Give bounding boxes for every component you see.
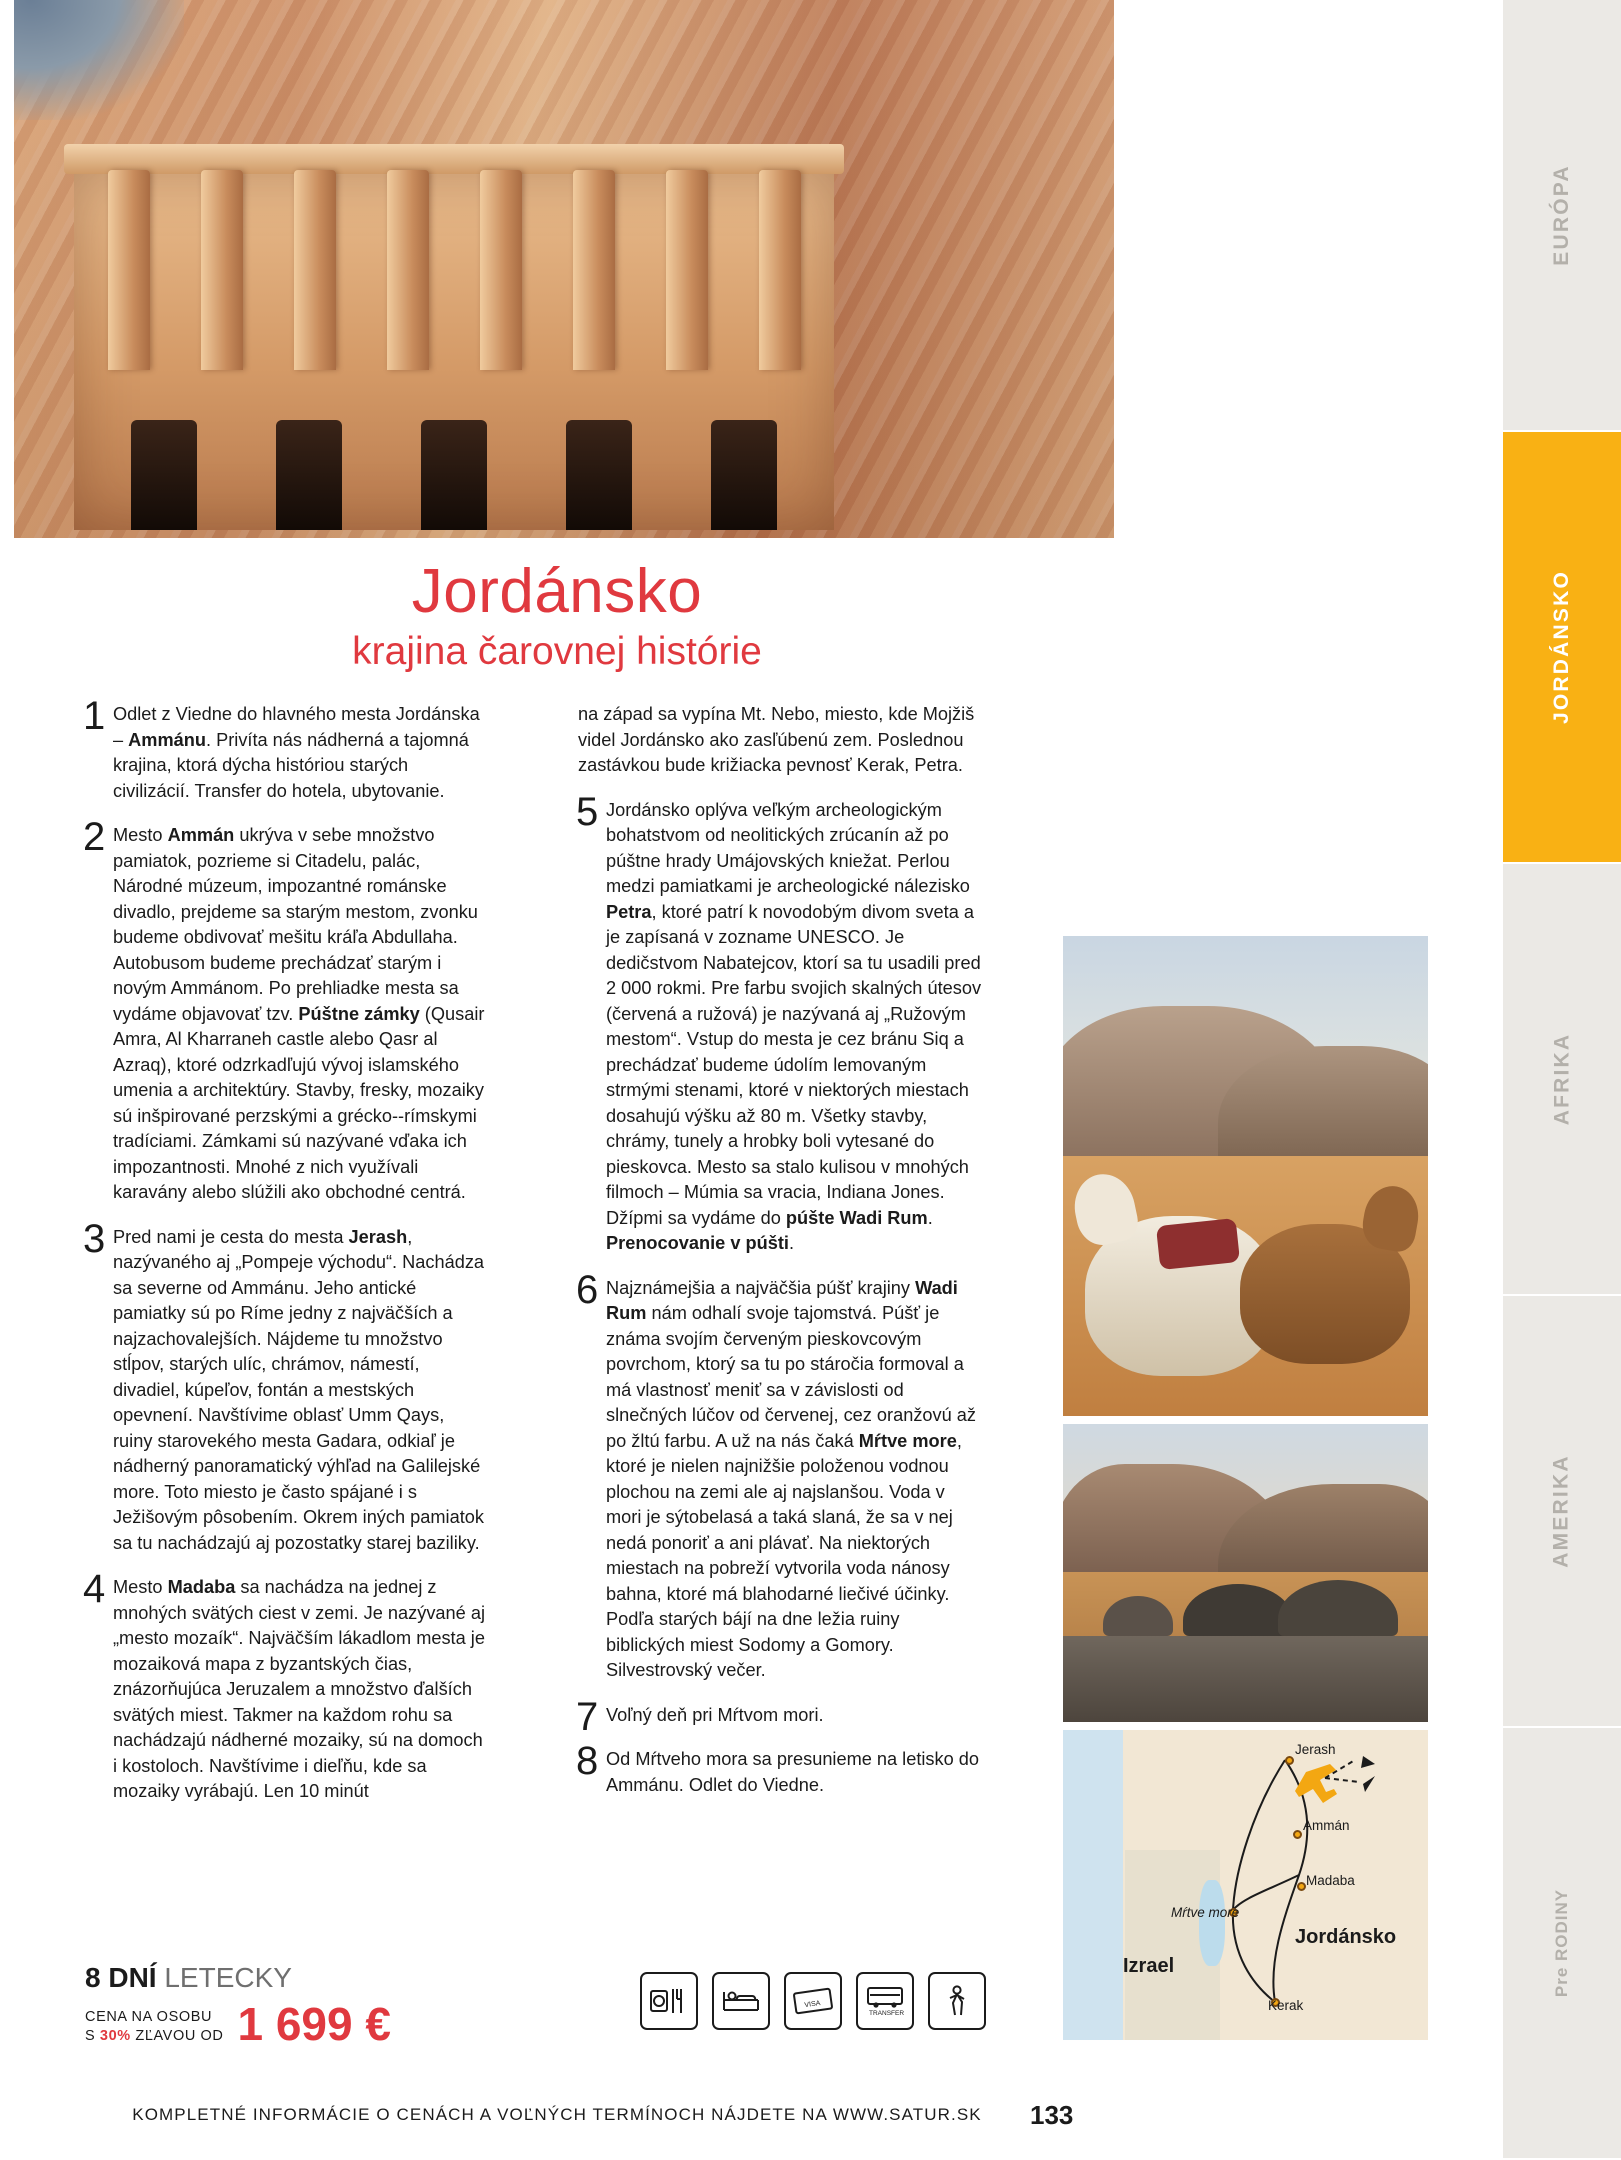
section-tab-afrika[interactable] xyxy=(1503,864,1621,1296)
section-tab-jordánsko[interactable] xyxy=(1503,432,1621,864)
svg-text:VISA: VISA xyxy=(804,2000,821,2010)
page-subtitle: krajina čarovnej histórie xyxy=(352,630,762,673)
itinerary-day-number: 7 xyxy=(576,1694,599,1739)
photo-desert-camp xyxy=(1063,1424,1428,1722)
itinerary-day-number: 6 xyxy=(576,1267,599,1312)
itinerary-text: Mesto Ammán ukrýva v sebe množstvo pamiatok, pozrieme si Citadelu, palác, Národné múzeum, impozantné románske divadlo, prejdeme sa starým mestom, zvonku budeme obdivovať mešitu kráľa Abdullaha. Autobusom budeme prechádzať starým i novým Ammánom. Po prehliadke mesta sa vydáme objavovať tzv. Púštne zámky (Qusair Amra, Al Kharraneh castle alebo Qasr al Azraq), ktoré odzrkadľujú vývoj islamského umenia a architektúry. Stavby, fresky, mozaiky sú inšpirované perzskými a grécko--rímskymi tradíciami. Zámkami sú nazývané vďaka ich impozantnosti. Mnohé z nich využívali karavány alebo slúžili ako obchodné centrá. xyxy=(113,825,485,1202)
itinerary-day-2 xyxy=(83,815,485,1206)
section-tab-label: EURÓPA xyxy=(1550,164,1573,266)
itinerary-day-8 xyxy=(576,1739,983,1798)
map-dot-amman xyxy=(1293,1830,1302,1839)
visa-stamp-icon xyxy=(784,1972,842,2030)
itinerary-text: Najznámejšia a najväčšia púšť krajiny Wadi Rum nám odhalí svoje tajomstvá. Púšť je známa svojím červeným pieskovcovým povrchom, ktorý sa tu po stáročia formoval a má vlastnosť meniť sa v závislosti od slnečných lúčov od červenej, cez oranžovú až po žltú farbu. A už na nás čaká Mŕtve more, ktoré je nielen najnižšie položenou vodnou plochou na zemi ale aj najslanšou. Voda v mori je sýtobelasá a taká slaná, že sa v nej nedá ponoriť a ani plávať. Na niektorých miestach na pobreží vytvorila voda nánosy bahna, ktoré má blahodarné liečivé účinky. Podľa starých bájí na dne ležia ruiny biblických miest Sodomy a Gomory. Silvestrovský večer. xyxy=(606,1277,977,1680)
price-discount-value: 30% xyxy=(99,2028,131,2044)
itinerary-day-number: 1 xyxy=(83,694,106,738)
camp-wall xyxy=(1063,1636,1428,1722)
itinerary-day-6 xyxy=(576,1267,983,1684)
section-tab-label: AFRIKA xyxy=(1550,1032,1573,1126)
guide-walking-icon xyxy=(928,1972,986,2030)
price-amount: 1 699 € xyxy=(237,1998,391,2050)
facade-columns xyxy=(74,170,834,370)
price-caption-line2 xyxy=(85,2027,223,2046)
column xyxy=(387,170,429,370)
section-tab-amerika[interactable] xyxy=(1503,1296,1621,1728)
itinerary-day-number: 8 xyxy=(576,1739,599,1783)
map-label-ammán: Ammán xyxy=(1303,1818,1350,1833)
footer-note: KOMPLETNÉ INFORMÁCIE O CENÁCH A VOĽNÝCH TERMÍNOCH NÁJDETE NA WWW.SATUR.SK xyxy=(132,2105,982,2124)
meal-icon xyxy=(640,1972,698,2030)
itinerary-day-4 xyxy=(83,1567,485,1805)
price-block xyxy=(85,1962,505,2050)
map-label-jordánsko: Jordánsko xyxy=(1295,1926,1397,1948)
brown-camel xyxy=(1240,1224,1410,1364)
section-tab-label: JORDÁNSKO xyxy=(1550,570,1574,724)
price-discount-post: ZĽAVOU OD xyxy=(130,2028,224,2044)
map-dot-jerash xyxy=(1285,1756,1294,1765)
itinerary-text: Odlet z Viedne do hlavného mesta Jordánska – Ammánu. Privíta nás nádherná a tajomná krajina, ktorá dýcha históriou starých civilizácií. Transfer do hotela, ubytovanie. xyxy=(113,704,480,801)
map-label-madaba: Madaba xyxy=(1306,1873,1355,1888)
itinerary-text: Pred nami je cesta do mesta Jerash, nazývaného aj „Pompeje východu“. Nachádza sa severne od Ammánu. Jeho antické pamiatky sú po Ríme jedny z najväčších a najzachovalejších. Nájdeme tu množstvo stĺpov, starých ulíc, chrámov, námestí, divadiel, kúpeľov, fontán a mestských opevnení. Navštívime oblasť Umm Qays, ruiny starovekého mesta Gadara, odkiaľ je nádherný panoramatický výhľad na Galilejské more. Toto miesto je často spájané i s Ježišovým pôsobením. Okrem iných pamiatok sa tu nachádzajú aj pozostatky starej baziliky. xyxy=(113,1226,485,1553)
page-number: 133 xyxy=(1030,2099,1074,2130)
carved-facade xyxy=(74,170,834,530)
map-dot-madaba xyxy=(1297,1882,1306,1891)
hero-photo-petra xyxy=(14,0,1114,538)
itinerary-day-1 xyxy=(83,694,485,804)
itinerary-day-number: 3 xyxy=(83,1216,106,1261)
section-tabs xyxy=(1503,0,1621,2160)
column xyxy=(480,170,522,370)
section-tab-label: Pre RODINY xyxy=(1552,1888,1571,1998)
map-label-kerak: Kerak xyxy=(1268,1998,1304,2013)
itinerary-day-3 xyxy=(83,1216,485,1557)
itinerary-text: Od Mŕtveho mora sa presunieme na letisko do Ammánu. Odlet do Viedne. xyxy=(606,1749,980,1795)
itinerary-text: na západ sa vypína Mt. Nebo, miesto, kde Mojžiš videl Jordánsko ako zasľúbenú zem. Poslednou zastávkou bude križiacka pevnosť Kerak, Petra. xyxy=(578,704,975,775)
inclusions-icons xyxy=(640,1972,986,2030)
column xyxy=(573,170,615,370)
column xyxy=(108,170,150,370)
column xyxy=(666,170,708,370)
price-caption xyxy=(85,2008,223,2046)
trip-duration xyxy=(85,1962,505,1994)
column xyxy=(759,170,801,370)
route-lines xyxy=(1063,1730,1428,2040)
bed-icon xyxy=(712,1972,770,2030)
route-map xyxy=(1063,1730,1428,2040)
map-label-jerash: Jerash xyxy=(1295,1742,1336,1757)
map-label-izrael: Izrael xyxy=(1123,1955,1175,1977)
column xyxy=(201,170,243,370)
itinerary-text: Voľný deň pri Mŕtvom mori. xyxy=(606,1704,824,1725)
facade-doorways xyxy=(74,380,834,530)
doorway xyxy=(276,420,342,530)
trip-transport: LETECKY xyxy=(164,1962,292,1993)
transfer-bus-icon xyxy=(856,1972,914,2030)
section-tab-európa[interactable] xyxy=(1503,0,1621,432)
itinerary-text: Jordánsko oplýva veľkým archeologickým bohatstvom od neolitických zrúcanín až po púštne hrady Umájovských kniežat. Perlou medzi pamiatkami je archeologické nálezisko Petra, ktoré patrí k novodobým divom sveta a je zapísaná v zozname UNESCO. Je dedičstvom Nabatejcov, ktorí sa tu usadili pred 2 000 rokmi. Pre farbu svojich skalných útesov (červená a ružová) je nazývaná aj „Ružovým mestom“. Vstup do mesta je cez bránu Siq a prechádzať budeme údolím lemovaným strmými stenami, ktoré v niektorých miestach dosahujú výšku až 80 m. Všetky stavby, chrámy, tunely a hrobky boli vytesané do pieskovca. Mesto sa stalo kulisou v mnohých filmoch – Múmia sa vracia, Indiana Jones. Džípmi sa vydáme do púšte Wadi Rum. Prenocovanie v púšti. xyxy=(606,799,982,1253)
doorway xyxy=(421,420,487,530)
doorway xyxy=(566,420,632,530)
camel-saddle xyxy=(1156,1218,1240,1270)
itinerary-day-number: 5 xyxy=(576,789,599,834)
map-label-mŕtve-more: Mŕtve more xyxy=(1171,1905,1240,1920)
trip-duration-days: 8 DNÍ xyxy=(85,1962,157,1993)
itinerary-day-number: 2 xyxy=(83,815,106,859)
section-tab-label: AMERIKA xyxy=(1550,1454,1573,1568)
svg-text:TRANSFER: TRANSFER xyxy=(869,2010,905,2017)
column xyxy=(294,170,336,370)
page-title: Jordánsko xyxy=(411,557,703,626)
itinerary-day-number: 4 xyxy=(83,1567,106,1611)
itinerary-day-7 xyxy=(576,1694,983,1739)
doorway xyxy=(131,420,197,530)
price-caption-line1: CENA NA OSOBU xyxy=(85,2009,213,2025)
sky-patch xyxy=(14,0,184,120)
itinerary-column-left xyxy=(83,694,485,1824)
doorway xyxy=(711,420,777,530)
photo-camels-wadi-rum xyxy=(1063,936,1428,1416)
itinerary-text: Mesto Madaba sa nachádza na jednej z mnohých svätých ciest v zemi. Je nazývané aj „mesto mozaík“. Najväčším lákadlom mesta je mozaiková mapa z byzantských čias, znázorňujúca Jeruzalem a množstvo ďalších svätých miest. Takmer na každom rohu sa nachádzajú nádherné mozaiky, sú na domoch i kostoloch. Navštívime i dieľňu, kde sa mozaiky vyrábajú. Len 10 minút xyxy=(113,1577,485,1801)
price-discount-pre: S xyxy=(85,2028,100,2044)
section-tab-pre-rodiny[interactable] xyxy=(1503,1728,1621,2160)
itinerary-day-5 xyxy=(576,789,983,1257)
itinerary-continued xyxy=(578,702,983,779)
itinerary-column-middle xyxy=(578,702,983,1817)
